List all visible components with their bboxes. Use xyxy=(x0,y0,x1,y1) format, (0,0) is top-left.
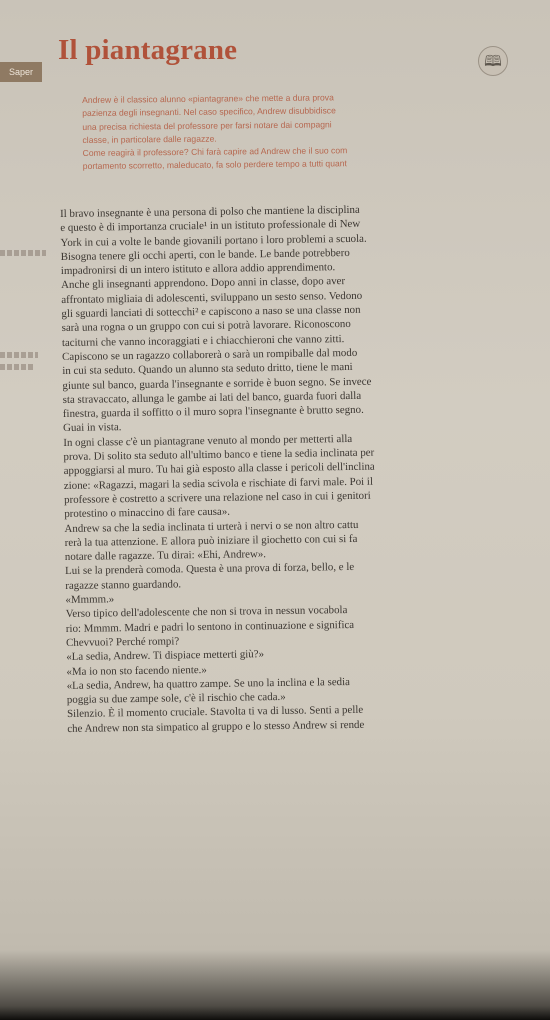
body-line: giunte sul banco, guarda l'insegnante e sorride è buon segno. Se invece xyxy=(62,375,372,392)
body-line: «Mmmm.» xyxy=(65,593,115,606)
body-line: Silenzio. È il momento cruciale. Stavolta ti va di lusso. Senti a pelle xyxy=(67,704,364,721)
body-line: «Ma io non sto facendo niente.» xyxy=(66,663,207,678)
body-line: che Andrew non sta simpatico al gruppo e lo stesso Andrew si rende xyxy=(67,718,365,735)
body-line: Andrew sa che la sedia inclinata ti urterà i nervi o se non altro cattu xyxy=(64,518,359,535)
body-line: Chevvuoi? Perché rompi? xyxy=(66,635,180,649)
body-line: finestra, guarda il soffitto o il muro sopra l'insegnante è brutto segno. xyxy=(62,403,364,421)
body-line: poggia su due zampe sole, c'è il rischio che cada.» xyxy=(66,690,286,707)
body-text xyxy=(60,200,547,736)
intro-line: pazienza degli insegnanti. Nel caso specifico, Andrew disubbidisce xyxy=(82,105,336,119)
body-line: rerà la tua attenzione. E allora può iniziare il giochetto con cui si fa xyxy=(64,532,358,549)
margin-note xyxy=(0,352,38,358)
page-title: Il piantagrane xyxy=(58,34,238,66)
body-line: impadronirsi di un intero istituto e allora addio apprendimento. xyxy=(60,261,336,278)
body-line: in cui sta seduto. Quando un alunno sta seduto dritto, tiene le mani xyxy=(62,361,353,378)
body-line: affrontato migliaia di adolescenti, sviluppano un sesto senso. Vedono xyxy=(61,289,363,306)
body-line: In ogni classe c'è un piantagrane venuto al mondo per metterti alla xyxy=(63,432,353,449)
intro-paragraph xyxy=(82,89,515,173)
body-line: protestino o minaccino di fare causa». xyxy=(64,505,231,521)
book-icon: 🕮 xyxy=(478,46,508,76)
intro-line: una precisa richiesta del professore per farsi notare dai compagni xyxy=(82,118,332,132)
body-line: Verso tipico dell'adolescente che non si trova in nessun vocabola xyxy=(65,604,348,621)
intro-line: Andrew è il classico alunno «piantagrane» che mette a dura prova xyxy=(82,92,334,105)
intro-line: Come reagirà il professore? Chi farà capire ad Andrew che il suo com xyxy=(82,145,348,159)
body-line: Lui se la prenderà comoda. Questa è una prova di forza, bello, e le xyxy=(65,561,355,578)
intro-line: classe, in particolare dalle ragazze. xyxy=(82,133,217,145)
body-line: Anche gli insegnanti apprendono. Dopo anni in classe, dopo aver xyxy=(61,275,346,292)
body-line: Capiscono se un ragazzo collaborerà o sarà un rompiballe dal modo xyxy=(62,346,358,363)
body-line: prova. Di solito sta seduto all'ultimo banco e tiene la sedia inclinata per xyxy=(63,446,375,464)
body-line: gli sguardi lanciati di sottecchi² e capiscono a naso se una classe non xyxy=(61,303,361,321)
body-line: rio: Mmmm. Madri e padri lo sentono in continuazione e significa xyxy=(65,618,355,635)
body-line: ragazze stanno guardando. xyxy=(65,578,182,592)
body-line: Guai in vista. xyxy=(63,421,122,435)
body-line: Il bravo insegnante è una persona di polso che mantiene la disciplina xyxy=(60,203,360,220)
body-line: York in cui a volte le bande giovanili portano i loro problemi a scuola. xyxy=(60,232,367,249)
section-tag: Saper xyxy=(0,62,42,82)
intro-line: portamento scorretto, maleducato, fa solo perdere tempo a tutti quant xyxy=(82,158,347,172)
body-line: notare dalle ragazze. Tu dirai: «Ehi, Andrew». xyxy=(64,548,267,564)
body-line: sarà una rogna o un gruppo con cui si potrà lavorare. Riconoscono xyxy=(61,318,351,335)
body-line: taciturni che vanno incoraggiati e i chiacchieroni che vanno zitti. xyxy=(61,332,345,349)
body-line: «La sedia, Andrew, ha quattro zampe. Se uno la inclina e la sedia xyxy=(66,675,351,692)
body-line: sta stravaccato, allunga le gambe ai lati del banco, guarda fuori dalla xyxy=(62,389,362,406)
body-line: professore è costretto a scrivere una relazione nel caso in cui i genitori xyxy=(64,489,371,506)
margin-note xyxy=(0,364,34,370)
body-line: «La sedia, Andrew. Ti dispiace metterti giù?» xyxy=(66,648,265,664)
body-line: zione: «Ragazzi, magari la sedia scivola e rischiate di farvi male. Poi il xyxy=(63,475,374,492)
margin-note xyxy=(0,250,46,256)
body-line: Bisogna tenere gli occhi aperti, con le bande. Le bande potrebbero xyxy=(60,246,350,263)
body-line: e questo è di importanza cruciale¹ in un istituto professionale di New xyxy=(60,218,361,235)
body-line: appoggiarsi al muro. Tu hai già esposto alla classe i pericoli dell'inclina xyxy=(63,460,375,478)
